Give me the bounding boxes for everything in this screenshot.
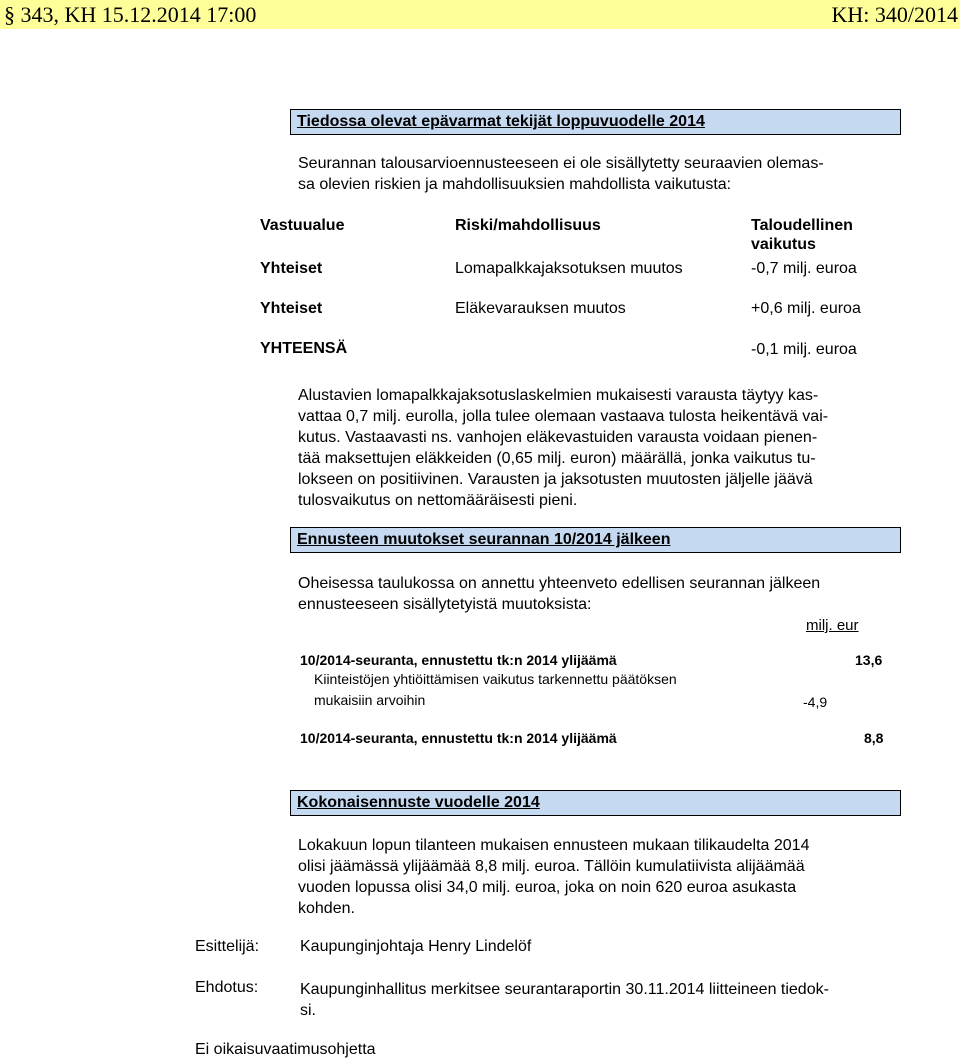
section-title-forecast-changes — [290, 527, 901, 553]
intro-line: sa olevien riskien ja mahdollisuuksien mahdollista vaikutusta: — [298, 176, 732, 193]
table-row-impact: -0,7 milj. euroa — [751, 260, 857, 277]
document-header — [0, 0, 960, 29]
table-row-area: Yhteiset — [260, 260, 323, 277]
col-header-impact-2: vaikutus — [751, 236, 816, 253]
paragraph-line: Alustavien lomapalkkajaksotuslaskelmien mukaisesti varausta täytyy kas- — [298, 387, 819, 404]
presenter-label: Esittelijä: — [195, 938, 260, 955]
paragraph-line: tää maksettujen eläkkeiden (0,65 milj. euron) määrällä, jonka vaikutus tu- — [298, 450, 816, 467]
paragraph-line: tulosvaikutus on nettomääräisesti pieni. — [298, 492, 578, 509]
presenter-value: Kaupunginjohtaja Henry Lindelöf — [300, 938, 532, 955]
paragraph-line: lokseen on positiivinen. Varausten ja jaksotusten muutosten jäljelle jäävä — [298, 471, 813, 488]
col-header-impact: Taloudellinen — [751, 217, 853, 234]
intro-line: Seurannan talousarvioennusteeseen ei ole sisällytetty seuraavien olemas- — [298, 155, 824, 172]
table-row-risk: Eläkevarauksen muutos — [455, 300, 626, 317]
table-row-impact: +0,6 milj. euroa — [751, 300, 861, 317]
end-surplus-value: 8,8 — [864, 730, 884, 746]
change-value: -4,9 — [803, 694, 828, 710]
header-kh-ref: KH: 340/2014 — [831, 2, 958, 27]
paragraph-line: kutus. Vastaavasti ns. vanhojen eläkevastuiden varausta voidaan pienen- — [298, 429, 818, 446]
proposal-text — [300, 979, 829, 1021]
start-surplus-label: 10/2014-seuranta, ennustettu tk:n 2014 ylijäämä — [300, 652, 617, 668]
paragraph-line: kohden. — [298, 900, 355, 917]
section-title-total-forecast — [290, 790, 901, 816]
section-title-text: Ennusteen muutokset seurannan 10/2014 jälkeen — [297, 531, 671, 548]
change-label: Kiinteistöjen yhtiöittämisen vaikutus tarkennettu päätöksen — [314, 671, 677, 687]
table-row-area: Yhteiset — [260, 300, 323, 317]
change-label-2: mukaisiin arvoihin — [314, 692, 426, 708]
col-header-risk: Riski/mahdollisuus — [455, 217, 601, 234]
paragraph-line: Lokakuun lopun tilanteen mukaisen ennusteen mukaan tilikaudelta 2014 — [298, 837, 810, 854]
section-title-uncertainties — [290, 109, 901, 135]
paragraph-line: vattaa 0,7 milj. eurolla, jolla tulee olemaan vastaava tulosta heikentävä vai- — [298, 408, 829, 425]
section2-intro — [298, 573, 820, 615]
paragraph-line: ennusteeseen sisällytetyistä muutoksista: — [298, 596, 592, 613]
unit-label: milj. eur — [806, 617, 859, 634]
table-total-label: YHTEENSÄ — [260, 340, 348, 357]
paragraph-line: vuoden lopussa olisi 34,0 milj. euroa, joka on noin 620 euroa asukasta — [298, 879, 797, 896]
section1-intro — [298, 153, 824, 195]
section-title-text: Tiedossa olevat epävarmat tekijät loppuvuodelle 2014 — [297, 113, 705, 130]
start-surplus-value: 13,6 — [855, 652, 883, 668]
proposal-label: Ehdotus: — [195, 979, 259, 996]
header-section-ref: § 343, KH 15.12.2014 17:00 — [4, 2, 257, 27]
col-header-area: Vastuualue — [260, 217, 345, 234]
section-title-text: Kokonaisennuste vuodelle 2014 — [297, 794, 540, 811]
paragraph-line: si. — [300, 1002, 316, 1019]
section3-text — [298, 835, 809, 919]
section1-explanation — [298, 385, 828, 511]
appeal-note: Ei oikaisuvaatimusohjetta — [195, 1041, 376, 1058]
table-row-risk: Lomapalkkajaksotuksen muutos — [455, 260, 683, 277]
paragraph-line: olisi jäämässä ylijäämää 8,8 milj. euroa. Tällöin kumulatiivista alijäämää — [298, 858, 805, 875]
end-surplus-label: 10/2014-seuranta, ennustettu tk:n 2014 ylijäämä — [300, 730, 617, 746]
table-total-impact: -0,1 milj. euroa — [751, 341, 857, 358]
paragraph-line: Kaupunginhallitus merkitsee seurantaraportin 30.11.2014 liitteineen tiedok- — [300, 981, 829, 998]
paragraph-line: Oheisessa taulukossa on annettu yhteenveto edellisen seurannan jälkeen — [298, 575, 821, 592]
